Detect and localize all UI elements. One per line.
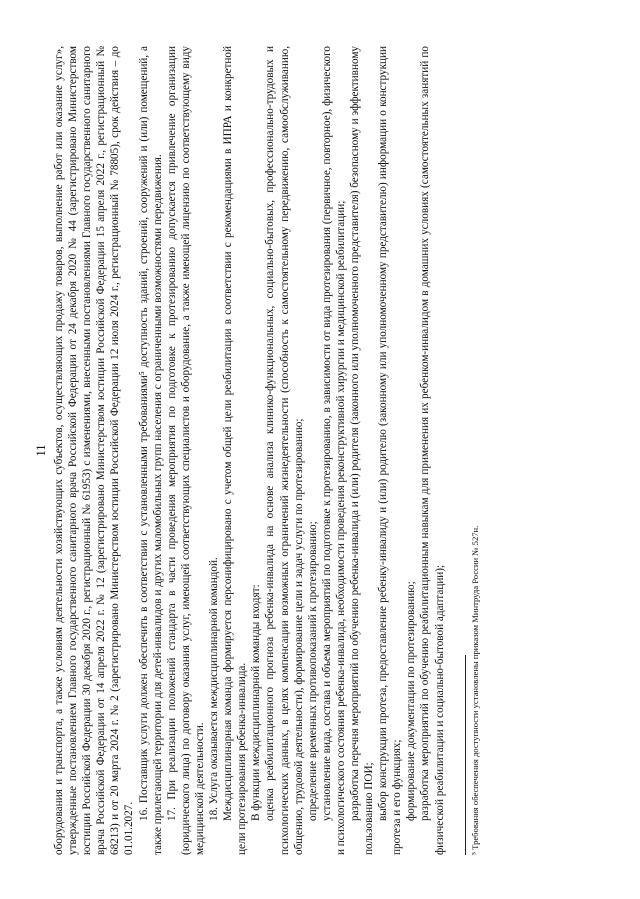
body-text <box>52 46 447 855</box>
paragraph: оценка реабилитационного прогноза ребенка-инвалида на основе анализа клинико-функциональных, социально-бытовых, профессионально-трудовых и психологических данных, в целях компенсации возможных ограничений жизнедеятельности (способность к самостоятельному передвижению, самообслуживанию, общению, трудовой деятельности), формирование цели и задач услуги по протезированию; <box>264 46 305 855</box>
paragraph: 18. Услуга оказывается междисциплинарной командой. <box>208 557 221 821</box>
paragraph: 17. При реализации положений стандарта в части проведения мероприятия по подготовке к протезированию допускается привлечение организации (юридического лица) по договору оказания услуг, имеющей соответствующих специалистов и оборудование, а также имеющей лицензию по соответствующему виду медицинской деятельности. <box>165 46 206 855</box>
paragraph: разработка перечня мероприятий по обучению ребенка-инвалида и (или) родителя (законного или уполномоченного представителя) безопасному и эффективному пользованию ПОИ; <box>348 46 376 855</box>
paragraph: 16. Поставщик услуги должен обеспечить в соответствии с установленными требованиями⁵ доступность зданий, строений, сооружений и (или) помещений, а также прилегающей территории для детей-инвалидов и других маломобильных групп населения с ограниченными возможностями передвижения. <box>137 46 164 855</box>
paragraph: выбор конструкции протеза, предоставление ребенку-инвалиду и (или) родителю (законному или уполномоченному представителю) информации о конструкции протеза и его функциях; <box>377 46 404 855</box>
paragraph: оборудования и транспорта, а также условиям деятельности хозяйствующих субъектов, осуществляющих продажу товаров, выполнение работ или оказание услуг», утвержденные постановлением Главного государственного санитарного врача Российской Федерации от 24 декабря 2020 № 44 (зарегистрировано Министерством юстиции Российской Федерации 30 декабря 2020 г., регистрационный № 61953) с изменениями, внесенными постановлениями Главного государственного санитарного врача Российской Федерации от 14 апреля 2022 г. № 12 (зарегистрировано Министерством юстиции Российской Федерации 15 апреля 2022 г., регистрационный № 68213) и от 20 марта 2024 г. № 2 (зарегистрировано Министерством юстиции Российской Федерации 12 июля 2024 г., регистрационный № 78805), срок действия – до 01.01.2027. <box>53 46 136 855</box>
page-number: 11 <box>34 444 48 457</box>
paragraph: установление вида, состава и объема мероприятий по подготовке к протезированию, в зависимости от вида протезирования (первичное, повторное), физического и психологического состояния ребенка-инвалида, необходимости проведения реконструктивной хирургии и медицинской реабилитации; <box>320 46 347 855</box>
paragraph: Междисциплинарная команда формируется персонифицировано с учетом общей цели реабилитации в соответствии с рекомендациями в ИПРА и конкретной цели протезирования ребенка-инвалида. <box>222 46 249 855</box>
paragraph: В функции междисциплинарной команды входят: <box>250 584 263 821</box>
paragraph: определение временных противопоказаний к протезированию; <box>306 521 319 821</box>
paragraph: разработка мероприятий по обучению реабилитационным навыкам для применения их ребенком-инвалидом в домашних условиях (самостоятельных занятий по физической реабилитации и социально-бытовой адаптации); <box>419 46 446 855</box>
footnote-divider <box>465 655 466 855</box>
footnote: ⁵ Требования обеспечения доступности установлены приказом Минтруда России № 527н. <box>469 525 480 855</box>
paragraph: формирование документации по протезированию; <box>405 581 418 821</box>
